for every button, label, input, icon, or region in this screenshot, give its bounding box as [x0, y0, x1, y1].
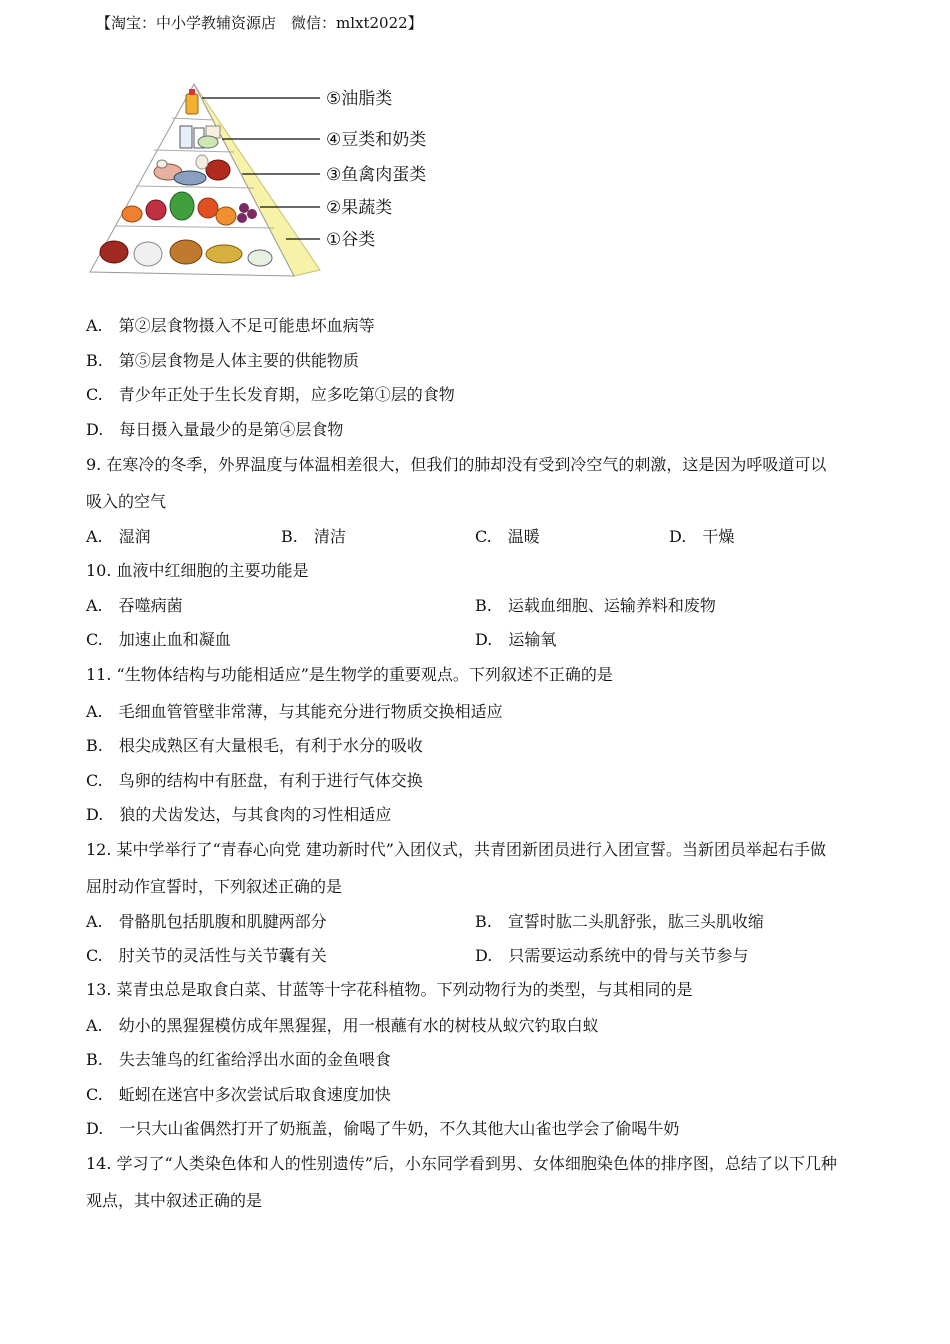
q9-option-d: D. 干燥	[669, 527, 735, 546]
q8-option-d: D. 每日摄入量最少的是第④层食物	[86, 420, 344, 439]
q8-option-c: C. 青少年正处于生长发育期，应多吃第①层的食物	[86, 385, 455, 404]
label-fish-meat-egg: ③鱼禽肉蛋类	[326, 165, 427, 185]
q13-option-b: B. 失去雏鸟的红雀给浮出水面的金鱼喂食	[86, 1050, 391, 1069]
label-bean-dairy: ④豆类和奶类	[326, 130, 427, 150]
q11-option-a: A. 毛细血管管壁非常薄，与其能充分进行物质交换相适应	[86, 702, 503, 721]
label-fruit-veg: ②果蔬类	[326, 198, 393, 218]
page-header: 【淘宝：中小学教辅资源店 微信：mlxt2022】	[96, 14, 423, 32]
q13-option-d: D. 一只大山雀偶然打开了奶瓶盖，偷喝了牛奶，不久其他大山雀也学会了偷喝牛奶	[86, 1119, 680, 1138]
q13-option-a: A. 幼小的黑猩猩模仿成年黑猩猩，用一根蘸有水的树枝从蚁穴钓取白蚁	[86, 1016, 599, 1035]
q12-stem-line2: 屈肘动作宣誓时，下列叙述正确的是	[86, 877, 343, 896]
q8-option-a: A. 第②层食物摄入不足可能患坏血病等	[86, 316, 375, 335]
q10-stem: 10. 血液中红细胞的主要功能是	[86, 561, 309, 580]
q12-option-c: C. 肘关节的灵活性与关节囊有关	[86, 946, 327, 965]
q11-option-d: D. 狼的犬齿发达，与其食肉的习性相适应	[86, 805, 392, 824]
q13-option-c: C. 蚯蚓在迷宫中多次尝试后取食速度加快	[86, 1085, 391, 1104]
q9-option-a: A. 湿润	[86, 527, 151, 546]
q12-option-b: B. 宣誓时肱二头肌舒张，肱三头肌收缩	[475, 912, 764, 931]
q9-option-c: C. 温暖	[475, 527, 540, 546]
q9-stem-line1: 9. 在寒冷的冬季，外界温度与体温相差很大，但我们的肺却没有受到冷空气的刺激，这是因为呼吸道可以	[86, 455, 827, 474]
food-pyramid-figure	[84, 76, 464, 286]
q9-stem-line2: 吸入的空气	[86, 492, 167, 511]
q8-option-b: B. 第⑤层食物是人体主要的供能物质	[86, 351, 359, 370]
q10-option-d: D. 运输氧	[475, 630, 557, 649]
q11-option-c: C. 鸟卵的结构中有胚盘，有利于进行气体交换	[86, 771, 423, 790]
label-oil: ⑤油脂类	[326, 89, 393, 109]
q14-stem-line1: 14. 学习了“人类染色体和人的性别遗传”后，小东同学看到男、女体细胞染色体的排序图，总结了以下几种	[86, 1154, 837, 1173]
q10-option-b: B. 运载血细胞、运输养料和废物	[475, 596, 716, 615]
label-grain: ①谷类	[326, 230, 376, 250]
q12-option-d: D. 只需要运动系统中的骨与关节参与	[475, 946, 749, 965]
q11-stem: 11. “生物体结构与功能相适应”是生物学的重要观点。下列叙述不正确的是	[86, 665, 613, 684]
q14-stem-line2: 观点，其中叙述正确的是	[86, 1191, 263, 1210]
q10-option-c: C. 加速止血和凝血	[86, 630, 231, 649]
q13-stem: 13. 菜青虫总是取食白菜、甘蓝等十字花科植物。下列动物行为的类型，与其相同的是	[86, 980, 693, 999]
q12-option-a: A. 骨骼肌包括肌腹和肌腱两部分	[86, 912, 327, 931]
dairy-bean-icons	[180, 126, 220, 148]
q11-option-b: B. 根尖成熟区有大量根毛，有利于水分的吸收	[86, 736, 423, 755]
q10-option-a: A. 吞噬病菌	[86, 596, 183, 615]
q9-option-b: B. 清洁	[281, 527, 346, 546]
q12-stem-line1: 12. 某中学举行了“青春心向党 建功新时代”入团仪式，共青团新团员进行入团宣誓。当新团员举起右手做	[86, 840, 826, 859]
